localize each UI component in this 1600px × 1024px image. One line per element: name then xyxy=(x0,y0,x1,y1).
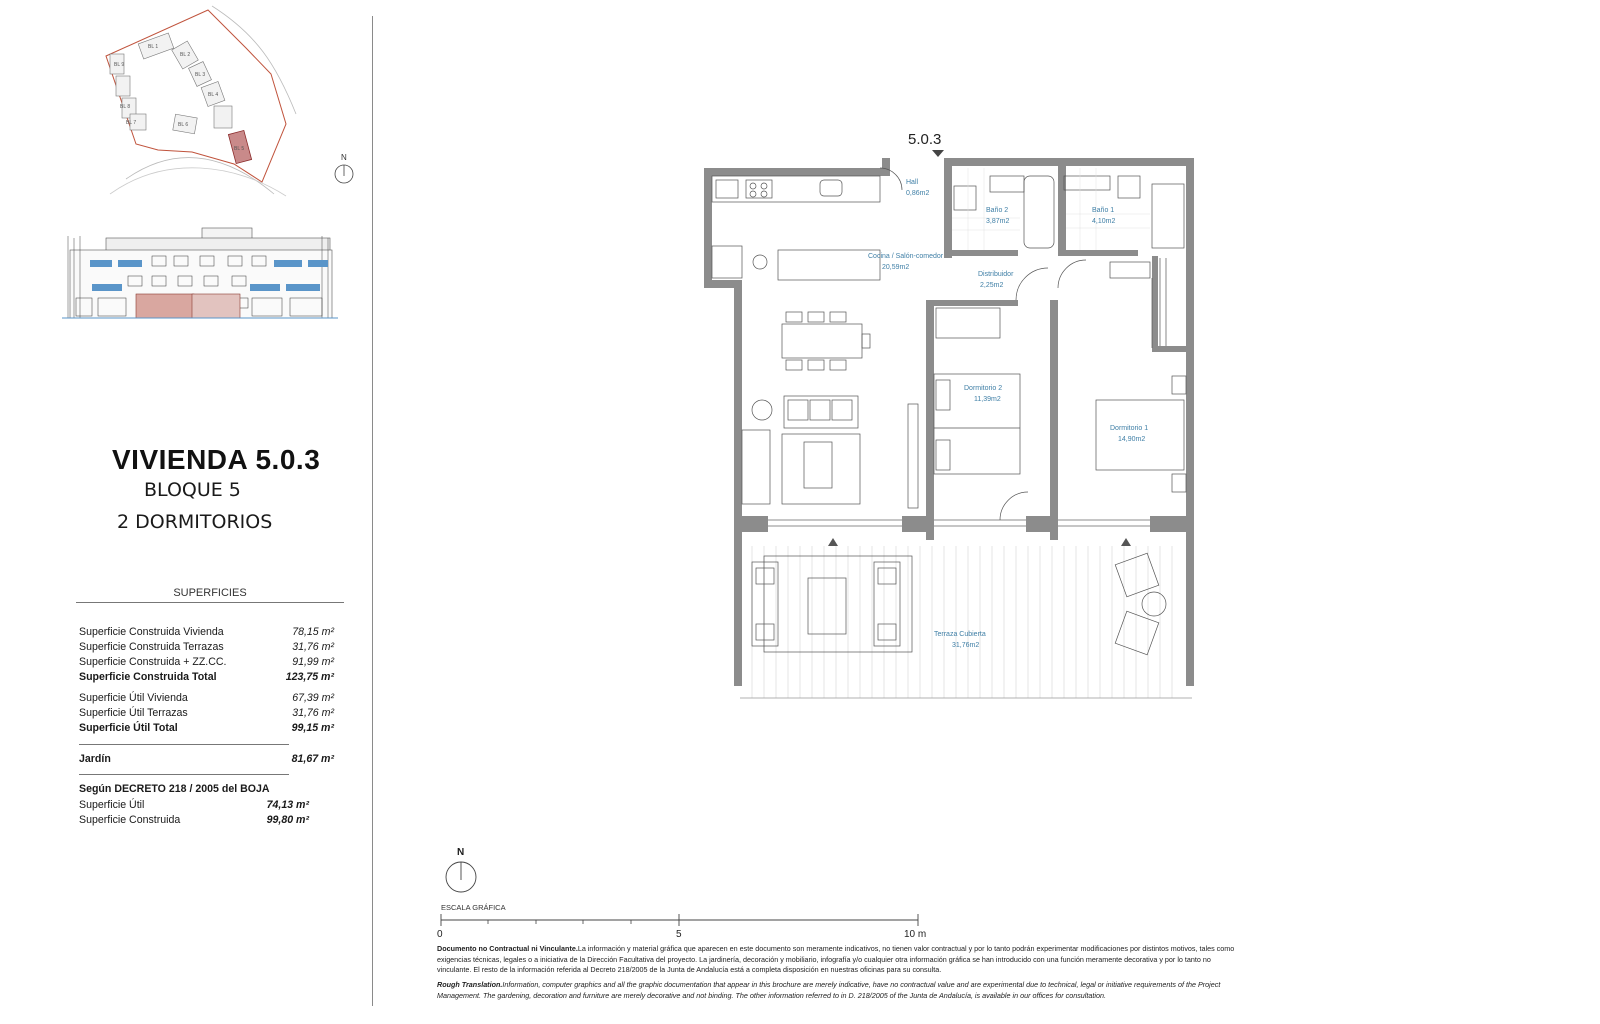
site-block-label: BL 8 xyxy=(120,104,131,110)
north-label: N xyxy=(457,847,465,858)
surface-value: 123,75 m² xyxy=(285,671,334,683)
legal-text-en: Information, computer graphics and all the graphic documentation that appear in this brochure are merely indicative, have no contractual value and are experimental due to technical, legal or initiative requirements of the Project Management. The gardening, decoration and furniture are merely decorative and not binding. The other information referred to in D. 218/2005 of the Junta de Andalucía, is available in our offices for consultation. xyxy=(437,980,1221,1000)
room-area: 3,87m2 xyxy=(986,218,1010,225)
surface-label: Superficie Construida Vivienda xyxy=(79,626,224,638)
site-block-label: BL 5 xyxy=(234,146,245,152)
garden-row xyxy=(79,753,334,768)
surface-label: Superficie Útil Terrazas xyxy=(79,707,188,719)
site-north-label: N xyxy=(341,153,347,162)
block-label: BLOQUE 5 xyxy=(144,479,241,501)
site-block-label: BL 2 xyxy=(180,52,191,58)
room-area: 20,59m2 xyxy=(882,264,910,271)
room-name: Baño 1 xyxy=(1092,207,1115,214)
scale-tick-label: 5 xyxy=(676,929,682,940)
decree-label: Superficie Útil xyxy=(79,799,145,811)
decree-value: 99,80 m² xyxy=(266,814,309,826)
divider xyxy=(79,774,289,775)
building-elevation xyxy=(62,226,338,326)
walls xyxy=(704,158,1194,686)
surface-label: Superficie Útil Vivienda xyxy=(79,692,188,704)
site-plan-drawing xyxy=(96,4,366,199)
room-name: Dormitorio 1 xyxy=(1110,425,1149,432)
room-area: 0,86m2 xyxy=(906,190,930,197)
room-name: Terraza Cubierta xyxy=(934,631,986,638)
surface-row xyxy=(79,707,334,722)
unit-code: 5.0.3 xyxy=(908,131,942,148)
site-block-label: BL 4 xyxy=(208,92,219,98)
room-area: 11,39m2 xyxy=(974,396,1001,403)
living-set xyxy=(742,396,918,508)
surface-value: 67,39 m² xyxy=(292,692,334,704)
bedrooms-label: 2 DORMITORIOS xyxy=(117,511,273,533)
decree-label: Superficie Construida xyxy=(79,814,181,826)
scale-label: ESCALA GRÁFICA xyxy=(441,903,506,912)
elevation-drawing xyxy=(62,226,338,326)
garden-label: Jardín xyxy=(79,753,111,765)
site-block-label: BL 3 xyxy=(195,72,206,78)
unit-highlight xyxy=(136,294,194,318)
surface-label: Superficie Construida Terrazas xyxy=(79,641,224,653)
legal-disclaimer-es xyxy=(437,944,1237,976)
surface-row xyxy=(79,656,334,671)
surface-value: 31,76 m² xyxy=(292,641,334,653)
legal-disclaimer-en xyxy=(437,980,1237,1001)
surface-label: Superficie Construida + ZZ.CC. xyxy=(79,656,227,668)
terrace-furniture xyxy=(752,553,1166,655)
compass-icon xyxy=(444,860,478,894)
surface-value: 31,76 m² xyxy=(292,707,334,719)
room-name: Dormitorio 2 xyxy=(964,385,1003,392)
legal-text-es: La información y material gráfica que aparecen en este documento son meramente indicativos, no tienen valor contractual y por lo tanto podrán experimentar modificaciones por distintos motivos, tales como exigencias técnicas, legales o a iniciativa de la Dirección Facultativa del proyecto. La jardinería, decoración y mobiliario, infografía y/o cualquier otra información gráfica se han introducido con una función meramente decorativa y por lo tanto no vinculante. El resto de la información referida al Decreto 218/2005 de la Junta de Andalucía está a completa disposición en nuestras oficinas para su consulta. xyxy=(437,944,1235,974)
scale-tick-label: 0 xyxy=(437,929,443,940)
surface-value: 78,15 m² xyxy=(292,626,334,638)
scale-bar xyxy=(440,914,920,928)
decree-title: Según DECRETO 218 / 2005 del BOJA xyxy=(79,783,270,795)
decree-row xyxy=(79,799,329,814)
panel-divider xyxy=(372,16,373,1006)
site-block-label: BL 7 xyxy=(126,120,137,126)
site-block-label: BL 9 xyxy=(114,62,125,68)
surface-row-total xyxy=(79,722,334,737)
bedroom-1-furniture xyxy=(1096,258,1186,492)
surfaces-heading: SUPERFICIES xyxy=(76,587,344,603)
surface-value: 91,99 m² xyxy=(292,656,334,668)
room-name: Baño 2 xyxy=(986,207,1009,214)
terrace-deck xyxy=(752,546,1172,698)
room-name: Hall xyxy=(906,179,919,186)
divider xyxy=(79,744,289,745)
decree-row xyxy=(79,814,329,829)
floor-plan xyxy=(700,128,1220,708)
surface-row-total xyxy=(79,671,334,686)
dining-set xyxy=(782,312,870,370)
site-block-label: BL 6 xyxy=(178,122,189,128)
room-name: Cocina / Salón-comedor xyxy=(868,253,944,260)
room-area: 14,90m2 xyxy=(1118,436,1146,443)
surface-row xyxy=(79,641,334,656)
unit-title: VIVIENDA 5.0.3 xyxy=(112,444,321,475)
surface-row xyxy=(79,692,334,707)
surface-value: 99,15 m² xyxy=(291,722,334,734)
bathroom-fixtures xyxy=(880,168,1184,520)
scale-tick-label: 10 m xyxy=(904,929,927,940)
garden-value: 81,67 m² xyxy=(291,753,334,765)
decree-value: 74,13 m² xyxy=(266,799,309,811)
room-area: 31,76m2 xyxy=(952,642,980,649)
surface-label: Superficie Construida Total xyxy=(79,671,217,683)
surface-row xyxy=(79,626,334,641)
room-area: 2,25m2 xyxy=(980,282,1004,289)
surface-label: Superficie Útil Total xyxy=(79,722,178,734)
room-area: 4,10m2 xyxy=(1092,218,1116,225)
site-block-label: BL 1 xyxy=(148,44,159,50)
kitchen-fixtures xyxy=(712,176,880,280)
site-plan xyxy=(96,4,366,199)
decree-heading xyxy=(79,783,334,798)
legal-title-es: Documento no Contractual ni Vinculante. xyxy=(437,944,578,953)
legal-title-en: Rough Translation. xyxy=(437,980,503,989)
room-name: Distribuidor xyxy=(978,271,1014,278)
